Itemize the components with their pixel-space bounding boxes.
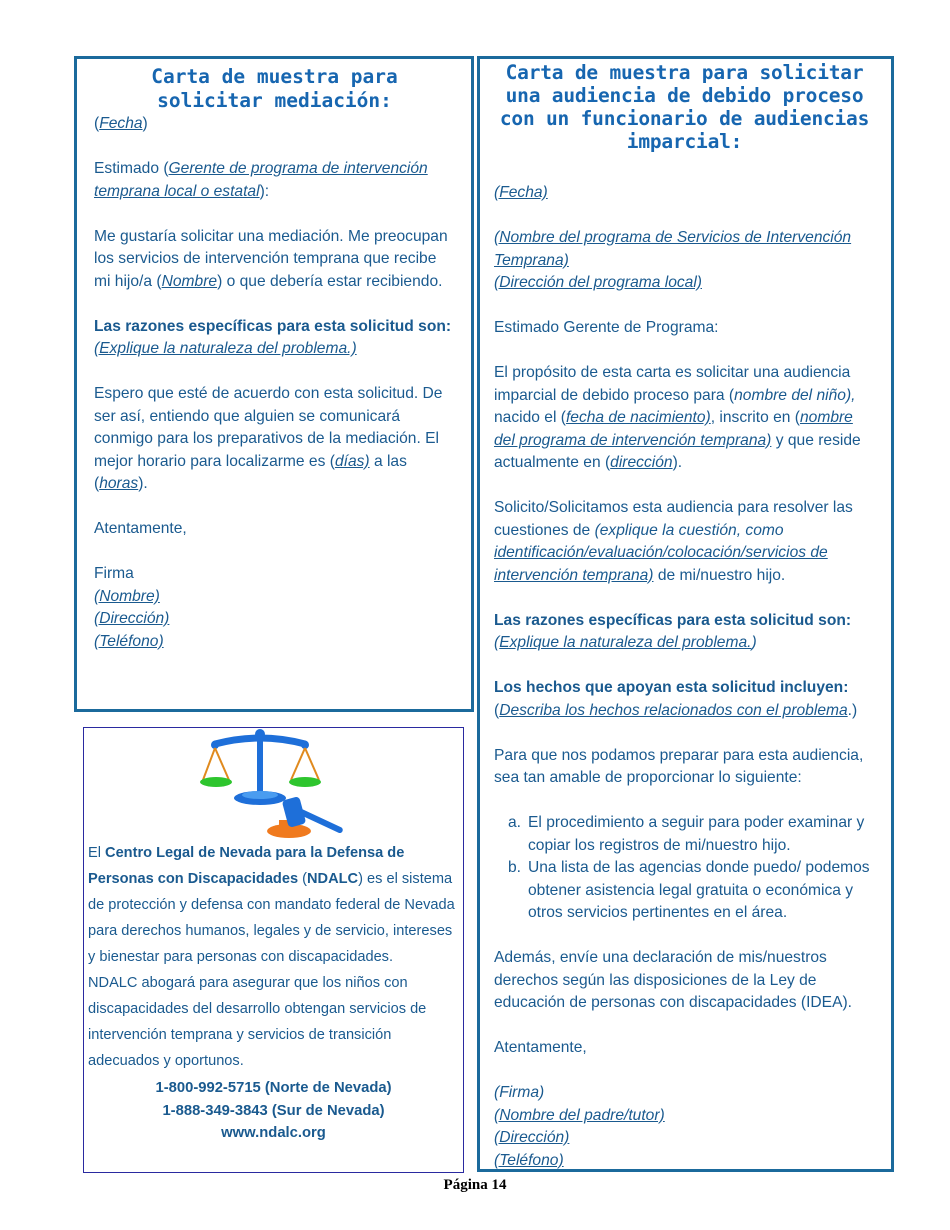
- signature-address: (Dirección): [94, 610, 170, 627]
- ndalc-intro: El: [88, 845, 106, 861]
- rights-paragraph: Además, envíe una declaración de mis/nuestros derechos según las disposiciones de la Ley de educación de personas con discapacidades (IDEA).: [494, 949, 853, 1011]
- ndalc-paren: (: [298, 871, 308, 887]
- date-placeholder: Fecha: [99, 115, 143, 132]
- hours-placeholder: horas: [99, 475, 139, 492]
- request-text-end: de mi/nuestro hijo.: [653, 566, 786, 584]
- purpose-text-4: y que reside actualmente en (: [494, 431, 861, 471]
- recipient-placeholder: Gerente de programa de intervención temprana local o estatal: [94, 160, 428, 200]
- list-item: [508, 812, 875, 857]
- request-list: [494, 812, 875, 925]
- birth-date-placeholder: fecha de nacimiento): [565, 409, 711, 426]
- availability-text: Espero que esté de acuerdo con esta solicitud. De ser así, entiendo que alguien se comunicará conmigo para los preparativos de la mediación. El mejor horario para localizarme es (: [94, 385, 443, 470]
- closing: Atentamente,: [494, 1039, 587, 1056]
- greeting-suffix: ):: [259, 182, 270, 200]
- ndalc-intro-paragraph: [88, 840, 459, 970]
- purpose-text-2: nacido el (: [494, 409, 566, 426]
- phone-north: 1-800-992-5715 (Norte de Nevada): [155, 1080, 392, 1096]
- reasons-heading: Las razones específicas para esta solicitud son:: [494, 611, 852, 629]
- purpose-text: El propósito de esta carta es solicitar una audiencia imparcial de debido proceso para (: [494, 364, 851, 404]
- child-name-placeholder: nombre del niño),: [734, 386, 856, 404]
- request-paragraph: [94, 226, 455, 294]
- due-process-letter-title: Carta de muestra para solicitar una audiencia de debido proceso con un funcionario de audiencias imparcial:: [499, 61, 870, 153]
- preparation-paragraph: Para que nos podamos preparar para esta audiencia, sea tan amable de proporcionar lo siguiente:: [494, 746, 864, 786]
- ndalc-org-name: Centro Legal de Nevada para la Defensa de Personas con Discapacidades: [88, 845, 405, 887]
- availability-paragraph: [94, 383, 455, 496]
- greeting-prefix: Estimado (: [94, 160, 169, 177]
- request-text: Me gustaría solicitar una mediación. Me preocupan los servicios de intervención temprana que recibe mi hijo/a (: [94, 227, 448, 290]
- reasons-close: ): [751, 634, 757, 651]
- program-placeholder: nombre del programa de intervención temprana): [494, 409, 853, 449]
- ndalc-contact: [88, 1077, 459, 1145]
- days-placeholder: días): [334, 452, 370, 470]
- reasons-line: [494, 632, 875, 655]
- reasons-heading: Las razones específicas para esta solicitud son:: [94, 317, 452, 335]
- request-text-end: ) o que debería estar recibiendo.: [217, 272, 443, 290]
- list-marker: a.: [508, 814, 522, 831]
- issue-placeholder-b: identificación/evaluación/colocación/servicios de intervención temprana): [494, 544, 828, 584]
- request-paragraph: [494, 497, 875, 587]
- availability-mid: a las (: [94, 452, 407, 492]
- purpose-text-5: ).: [672, 454, 683, 471]
- facts-placeholder: Describa los hechos relacionados con el problema: [499, 701, 848, 719]
- facts-open: (: [494, 701, 500, 719]
- child-name-placeholder: Nombre: [161, 272, 218, 290]
- facts-close: .): [847, 701, 858, 719]
- signature-phone: (Teléfono): [494, 1151, 564, 1169]
- list-item-text: El procedimiento a seguir para poder examinar y copiar los registros de mi/nuestro hijo.: [528, 814, 865, 854]
- ndalc-description-text: ) es el sistema de protección y defensa con mandato federal de Nevada para derechos humanos, legales y de servicio, intereses y bienestar para personas con discapacidades.: [88, 871, 455, 965]
- facts-heading: Los hechos que apoyan esta solicitud incluyen:: [494, 679, 849, 696]
- purpose-paragraph: [494, 362, 875, 475]
- availability-end: ).: [138, 475, 148, 492]
- issue-placeholder-a: (explique la cuestión, como: [594, 521, 784, 539]
- purpose-text-3: , inscrito en (: [710, 409, 800, 426]
- signature-address: (Dirección): [494, 1129, 570, 1146]
- reasons-placeholder: (Explique la naturaleza del problema.): [94, 340, 357, 357]
- ndalc-acronym: NDALC: [307, 871, 359, 887]
- signature-label: Firma: [94, 565, 134, 582]
- letter-date: (Fecha): [94, 115, 148, 132]
- ndalc-advocacy-paragraph: NDALC abogará para asegurar que los niños con discapacidades del desarrollo obtengan servicios de intervención temprana y servicios de transición adecuados y oportunos.: [88, 975, 427, 1069]
- due-process-letter-panel: [477, 56, 894, 1172]
- signature-name: (Nombre): [94, 587, 160, 605]
- greeting: [94, 158, 455, 203]
- list-marker: b.: [508, 859, 522, 876]
- website-link[interactable]: www.ndalc.org: [221, 1125, 326, 1141]
- reasons-open: (: [494, 634, 500, 651]
- list-item-text: Una lista de las agencias donde puedo/ podemos obtener asistencia legal gratuita o económica y otros servicios pertinentes en el área.: [528, 859, 870, 921]
- phone-south: 1-888-349-3843 (Sur de Nevada): [162, 1102, 385, 1119]
- ndalc-description: [88, 840, 459, 1074]
- reasons-placeholder: Explique la naturaleza del problema.: [499, 634, 752, 651]
- program-name-placeholder: (Nombre del programa de Servicios de Intervención Temprana): [494, 229, 852, 269]
- request-text: Solicito/Solicitamos esta audiencia para resolver las cuestiones de: [494, 499, 853, 539]
- closing: Atentamente,: [94, 520, 187, 537]
- date-placeholder: (Fecha): [494, 184, 548, 201]
- parent-name-placeholder: (Nombre del padre/tutor): [494, 1106, 665, 1124]
- signature-phone: (Teléfono): [94, 632, 164, 650]
- scales-of-justice-and-gavel-icon: [199, 728, 349, 840]
- ndalc-info-panel: [83, 727, 464, 1173]
- page-number: Página 14: [443, 1177, 507, 1193]
- address-placeholder: dirección: [610, 454, 673, 471]
- facts-line: [494, 700, 875, 723]
- list-item: [508, 857, 875, 925]
- program-address-placeholder: (Dirección del programa local): [494, 274, 702, 291]
- mediation-letter-panel: [74, 56, 474, 712]
- signature-placeholder: (Firma): [494, 1084, 545, 1101]
- mediation-letter-title: Carta de muestra para solicitar mediación:: [151, 65, 398, 112]
- greeting: Estimado Gerente de Programa:: [494, 319, 719, 336]
